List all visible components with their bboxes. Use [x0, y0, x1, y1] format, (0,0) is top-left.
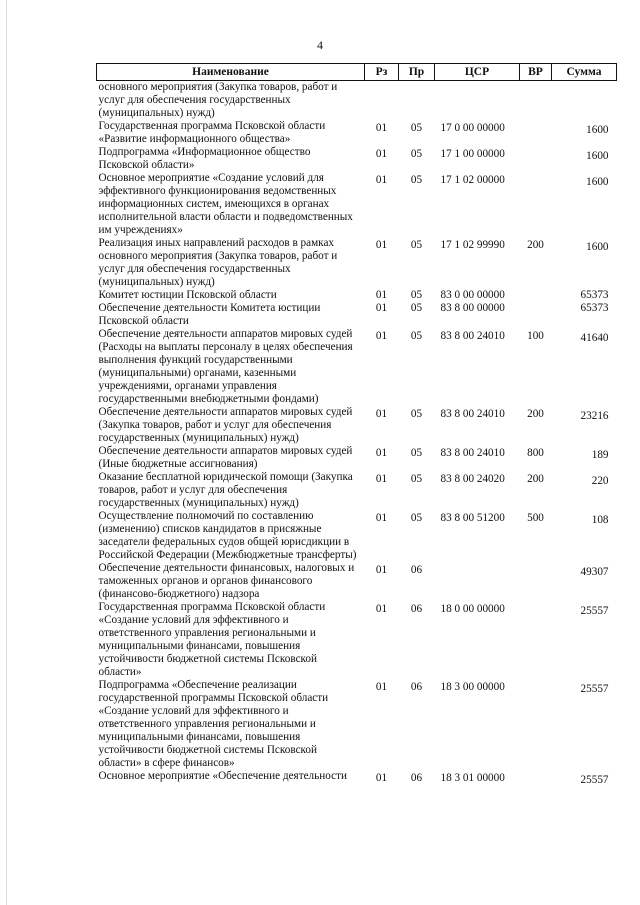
row-vr: [520, 302, 552, 328]
row-vr: [520, 172, 552, 237]
row-pr: 05: [410, 447, 423, 459]
row-rz: 01: [375, 564, 388, 576]
row-rz: 01: [375, 512, 388, 524]
header-vr: ВР: [520, 64, 552, 81]
budget-table: [96, 63, 617, 787]
table-row: [97, 770, 617, 787]
row-rz: 01: [375, 174, 388, 186]
table-row: [97, 328, 617, 406]
row-csr: [435, 81, 520, 121]
row-sum: 23216: [580, 410, 609, 422]
row-rz: 01: [375, 681, 388, 693]
row-sum: 1600: [586, 124, 609, 136]
page-number: 4: [317, 38, 323, 52]
table-row: [97, 302, 617, 328]
row-vr: [520, 679, 552, 770]
row-sum: 65373: [580, 289, 609, 301]
row-csr: 18 0 00 00000: [440, 603, 505, 615]
row-sum: 25557: [580, 605, 609, 617]
row-csr: 17 1 02 00000: [440, 174, 505, 186]
row-sum: 1600: [586, 241, 609, 253]
row-csr: 17 1 02 99990: [440, 239, 505, 251]
table-row: [97, 289, 617, 302]
header-pr: Пр: [399, 64, 435, 81]
table-row: [97, 445, 617, 471]
row-pr: 05: [410, 330, 423, 342]
row-vr: [520, 81, 552, 121]
row-name: Основное мероприятие «Создание условий для эффективного функционирования ведомственных информационных систем, имеющихся в органах исполнительной власти области и подведомственных им учреждениях»: [98, 172, 353, 236]
row-sum: 1600: [586, 150, 609, 162]
table-row: [97, 120, 617, 146]
row-sum: 65373: [580, 302, 609, 314]
row-pr: 06: [410, 603, 423, 615]
table-row: [97, 81, 617, 121]
row-vr: [520, 562, 552, 601]
scan-edge: [6, 0, 7, 905]
row-name: Обеспечение деятельности финансовых, налоговых и таможенных органов и органов финансового (финансово-бюджетного) надзора: [98, 562, 355, 600]
row-sum: 49307: [580, 566, 609, 578]
row-sum: 189: [591, 449, 609, 461]
row-csr: 17 1 00 00000: [440, 148, 505, 160]
row-sum: 108: [591, 514, 609, 526]
row-name: Реализация иных направлений расходов в рамках основного мероприятия (Закупка товаров, работ и услуг для обеспечения государственных (муниципальных) нужд): [98, 237, 338, 288]
row-pr: 05: [410, 174, 423, 186]
row-rz: 01: [375, 408, 388, 420]
table-row: [97, 172, 617, 237]
header-name: Наименование: [97, 64, 365, 81]
row-pr: 06: [410, 681, 423, 693]
row-csr: 83 8 00 00000: [440, 302, 505, 314]
row-pr: 05: [410, 473, 423, 485]
row-sum: 25557: [580, 774, 609, 786]
row-vr: [520, 146, 552, 172]
row-rz: 01: [375, 603, 388, 615]
table-row: [97, 601, 617, 679]
header-sum: Сумма: [552, 64, 617, 81]
row-csr: 83 0 00 00000: [440, 289, 505, 301]
row-sum: [552, 81, 617, 121]
table-row: [97, 471, 617, 510]
row-pr: 06: [410, 564, 423, 576]
row-csr: [435, 562, 520, 601]
row-csr: 83 8 00 24020: [440, 473, 505, 485]
table-row: [97, 146, 617, 172]
row-sum: 25557: [580, 683, 609, 695]
row-pr: 05: [410, 122, 423, 134]
header-csr: ЦСР: [435, 64, 520, 81]
row-rz: 01: [375, 772, 388, 784]
row-rz: 01: [375, 473, 388, 485]
table-row: [97, 562, 617, 601]
row-name: Обеспечение деятельности аппаратов мировых судей (Закупка товаров, работ и услуг для обеспечения государственных (муниципальных) нужд): [98, 406, 353, 444]
row-rz: 01: [375, 302, 388, 314]
row-name: Обеспечение деятельности аппаратов мировых судей (Иные бюджетные ассигнования): [98, 445, 353, 470]
row-rz: 01: [375, 122, 388, 134]
row-vr: 500: [527, 512, 544, 524]
row-rz: 01: [375, 148, 388, 160]
table-row: [97, 237, 617, 289]
row-rz: 01: [375, 330, 388, 342]
row-pr: 05: [410, 302, 423, 314]
row-name: Государственная программа Псковской области «Создание условий для эффективного и ответственного управления региональными и муниципальными финансами, повышения устойчивости бюджетной системы Псковской области»: [98, 601, 326, 678]
row-name: основного мероприятия (Закупка товаров, работ и услуг для обеспечения государственных (муниципальных) нужд): [98, 81, 338, 119]
row-csr: 83 8 00 24010: [440, 330, 505, 342]
row-vr: 100: [527, 330, 544, 342]
row-sum: 41640: [580, 332, 609, 344]
row-vr: 200: [527, 239, 544, 251]
row-name: Основное мероприятие «Обеспечение деятельности: [98, 770, 347, 782]
row-vr: 200: [527, 473, 544, 485]
row-vr: [520, 770, 552, 787]
row-name: Оказание бесплатной юридической помощи (Закупка товаров, работ и услуг для обеспечения государственных (муниципальных) нужд): [98, 471, 353, 509]
row-rz: [365, 81, 399, 121]
row-pr: 05: [410, 512, 423, 524]
row-rz: 01: [375, 289, 388, 301]
row-name: Обеспечение деятельности Комитета юстиции Псковской области: [98, 302, 321, 327]
row-csr: 17 0 00 00000: [440, 122, 505, 134]
table-row: [97, 510, 617, 562]
row-csr: 83 8 00 51200: [440, 512, 505, 524]
row-name: Осуществление полномочий по составлению (изменению) списков кандидатов в присяжные заседатели федеральных судов общей юрисдикции в Российской Федерации (Межбюджетные трансферты): [98, 510, 357, 561]
table-row: [97, 679, 617, 770]
row-csr: 18 3 01 00000: [440, 772, 505, 784]
table-row: [97, 406, 617, 445]
row-vr: [520, 289, 552, 302]
row-name: Подпрограмма «Обеспечение реализации государственной программы Псковской области «Создание условий для эффективного и ответственного управления региональными и муниципальными финансами, повышения устойчивости бюджетной системы Псковской области» в сфере финансов»: [98, 679, 329, 769]
row-rz: 01: [375, 447, 388, 459]
row-name: Комитет юстиции Псковской области: [98, 289, 277, 301]
row-rz: 01: [375, 239, 388, 251]
header-rz: Рз: [365, 64, 399, 81]
row-vr: [520, 120, 552, 146]
row-vr: [520, 601, 552, 679]
row-sum: 1600: [586, 176, 609, 188]
table-header-row: [97, 64, 617, 81]
row-name: Государственная программа Псковской области «Развитие информационного общества»: [98, 120, 326, 145]
row-csr: 83 8 00 24010: [440, 408, 505, 420]
row-csr: 83 8 00 24010: [440, 447, 505, 459]
row-pr: 06: [410, 772, 423, 784]
row-pr: 05: [410, 289, 423, 301]
row-sum: 220: [591, 475, 609, 487]
row-pr: [399, 81, 435, 121]
row-csr: 18 3 00 00000: [440, 681, 505, 693]
row-pr: 05: [410, 148, 423, 160]
row-pr: 05: [410, 239, 423, 251]
row-vr: 200: [527, 408, 544, 420]
row-pr: 05: [410, 408, 423, 420]
row-name: Обеспечение деятельности аппаратов мировых судей (Расходы на выплаты персоналу в целях обеспечения выполнения функций государственными (муниципальными) органами, казенными учреждениями, органами управления государственными внебюджетными фондами): [98, 328, 353, 405]
row-name: Подпрограмма «Информационное общество Псковской области»: [98, 146, 311, 171]
row-vr: 800: [527, 447, 544, 459]
